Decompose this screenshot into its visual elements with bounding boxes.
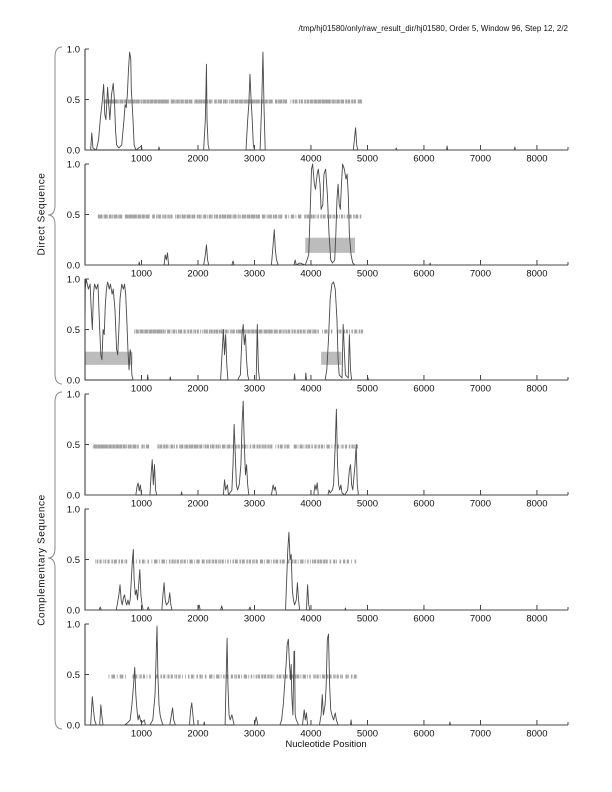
- marker-row: [93, 445, 358, 449]
- y-tick-label: 1.0: [66, 389, 80, 401]
- x-tick-label: 3000: [243, 268, 266, 280]
- panel-axis: [85, 509, 568, 610]
- x-tick-label: 3000: [243, 498, 266, 510]
- x-tick-label: 4000: [300, 268, 322, 280]
- y-tick-label: 1.0: [66, 504, 80, 516]
- x-tick-label: 2000: [187, 268, 209, 280]
- y-tick-label: 1.0: [66, 159, 80, 171]
- x-tick-label: 7000: [469, 268, 492, 280]
- x-tick-label: 7000: [469, 728, 492, 740]
- marker-row: [98, 215, 361, 219]
- x-tick-label: 7000: [469, 383, 492, 395]
- panel-axis: [85, 394, 568, 495]
- x-tick-label: 8000: [526, 268, 548, 280]
- x-tick-label: 8000: [526, 153, 548, 165]
- signal-curve: [85, 532, 568, 610]
- highlight-region: [85, 352, 132, 365]
- y-tick-label: 1.0: [66, 619, 80, 631]
- x-tick-label: 7000: [469, 153, 492, 165]
- y-tick-label: 1.0: [66, 274, 80, 286]
- group-label-complementary: Complementary Sequence: [36, 494, 48, 626]
- x-tick-label: 1000: [130, 498, 153, 510]
- y-tick-label: 0.5: [66, 669, 80, 681]
- figure-title: /tmp/hj01580/only/raw_result_dir/hj01580, Order 5, Window 96, Step 12, 2/2: [298, 24, 568, 33]
- x-tick-label: 7000: [469, 498, 492, 510]
- y-tick-label: 0.0: [66, 720, 80, 732]
- x-tick-label: 2000: [187, 153, 209, 165]
- x-tick-label: 6000: [413, 728, 435, 740]
- panel-complementary-2: [67, 504, 568, 624]
- panel-direct-3: [67, 274, 568, 394]
- x-tick-label: 1000: [130, 728, 153, 740]
- y-tick-label: 0.0: [66, 490, 80, 502]
- y-tick-label: 0.0: [66, 145, 80, 157]
- x-tick-label: 1000: [130, 268, 153, 280]
- x-tick-label: 1000: [130, 383, 153, 395]
- x-tick-label: 7000: [469, 613, 492, 625]
- marker-row: [109, 675, 358, 679]
- y-tick-label: 0.5: [66, 209, 80, 221]
- x-tick-label: 8000: [526, 383, 548, 395]
- x-tick-label: 4000: [300, 153, 322, 165]
- x-tick-label: 1000: [130, 613, 153, 625]
- x-tick-label: 6000: [413, 268, 435, 280]
- x-tick-label: 4000: [300, 613, 322, 625]
- direct-group-brace: [48, 47, 62, 384]
- x-tick-label: 4000: [300, 728, 322, 740]
- x-axis-label: Nucleotide Position: [285, 739, 367, 750]
- x-tick-label: 6000: [413, 153, 435, 165]
- panel-complementary-1: [67, 389, 568, 509]
- y-tick-label: 0.5: [66, 324, 80, 336]
- x-tick-label: 4000: [300, 498, 322, 510]
- x-tick-label: 6000: [413, 383, 435, 395]
- x-tick-label: 3000: [243, 383, 266, 395]
- group-label-direct: Direct Sequence: [36, 172, 48, 256]
- x-tick-label: 5000: [356, 268, 379, 280]
- x-tick-label: 1000: [130, 153, 153, 165]
- x-tick-label: 8000: [526, 613, 548, 625]
- marker-row: [95, 560, 356, 564]
- y-tick-label: 0.5: [66, 439, 80, 451]
- x-tick-label: 5000: [356, 153, 379, 165]
- x-tick-label: 2000: [187, 613, 209, 625]
- panel-direct-2: [67, 159, 568, 279]
- marker-row: [104, 100, 362, 104]
- x-tick-label: 3000: [243, 728, 266, 740]
- x-tick-label: 8000: [526, 728, 548, 740]
- y-tick-label: 0.0: [66, 260, 80, 272]
- x-tick-label: 8000: [526, 498, 548, 510]
- x-tick-label: 2000: [187, 728, 209, 740]
- x-tick-label: 6000: [413, 498, 435, 510]
- panel-complementary-3: [67, 619, 568, 739]
- x-tick-label: 2000: [187, 498, 209, 510]
- x-tick-label: 5000: [356, 383, 379, 395]
- x-tick-label: 3000: [243, 153, 266, 165]
- x-tick-label: 5000: [356, 728, 379, 740]
- x-tick-label: 5000: [356, 613, 379, 625]
- x-tick-label: 4000: [300, 383, 322, 395]
- y-tick-label: 1.0: [66, 44, 80, 56]
- y-tick-label: 0.0: [66, 605, 80, 617]
- complementary-group-brace: [48, 392, 62, 729]
- panel-axis: [85, 49, 568, 150]
- y-tick-label: 0.0: [66, 375, 80, 387]
- x-tick-label: 5000: [356, 498, 379, 510]
- x-tick-label: 3000: [243, 613, 266, 625]
- y-tick-label: 0.5: [66, 554, 80, 566]
- x-tick-label: 2000: [187, 383, 209, 395]
- panel-direct-1: [67, 44, 568, 164]
- x-tick-label: 6000: [413, 613, 435, 625]
- y-tick-label: 0.5: [66, 94, 80, 106]
